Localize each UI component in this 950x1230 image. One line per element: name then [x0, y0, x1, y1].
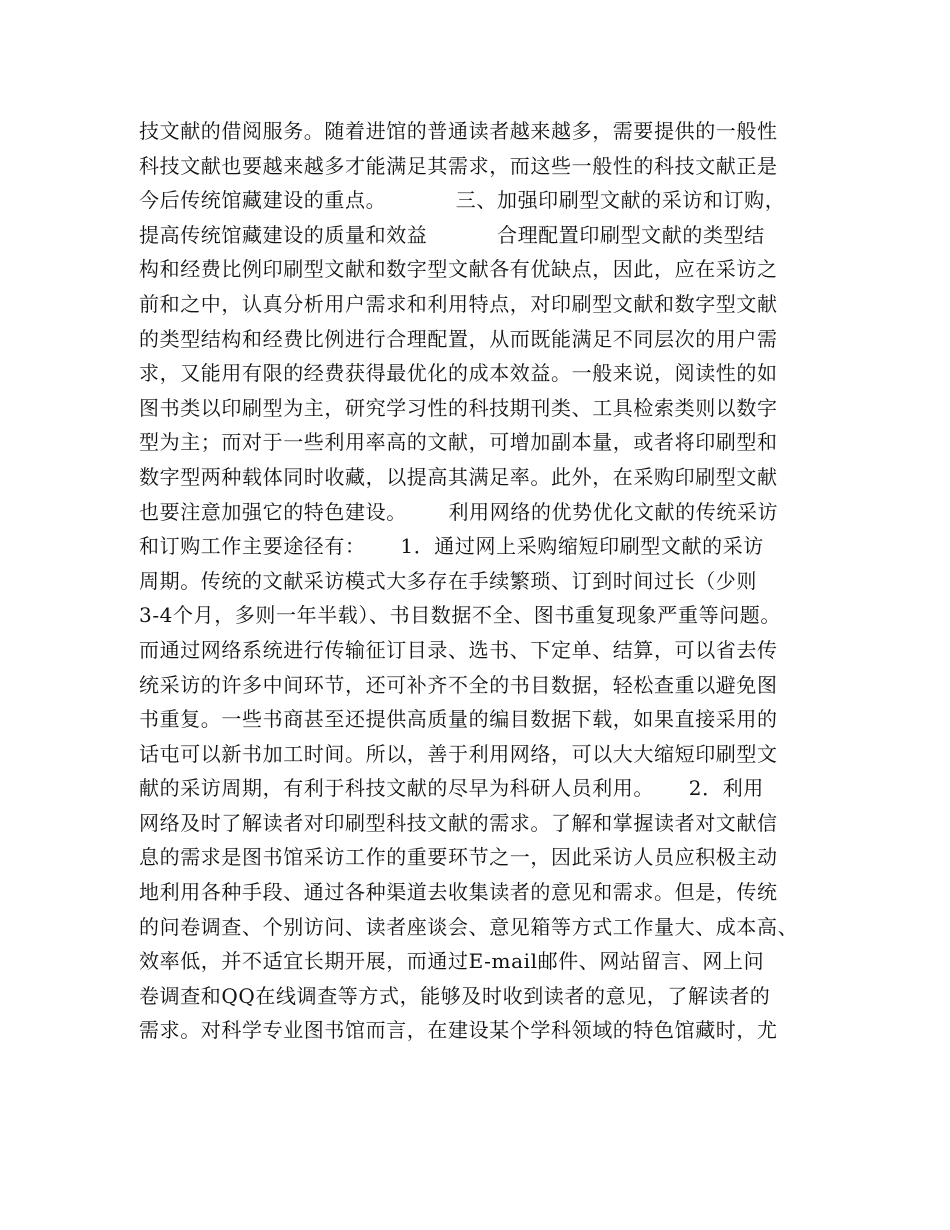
text-line: 科技文献也要越来越多才能满足其需求，而这些一般性的科技文献正是 — [139, 153, 778, 178]
text-line: 需求。对科学专业图书馆而言，在建设某个学科领域的特色馆藏时，尤 — [139, 1018, 778, 1043]
text-line: 构和经费比例印刷型文献和数字型文献各有优缺点，因此，应在采访之 — [139, 257, 778, 282]
text-line: 的问卷调查、个别访问、读者座谈会、意见箱等方式工作量大、成本高、 — [139, 914, 799, 939]
text-line: 也要注意加强它的特色建设。 利用网络的优势优化文献的传统采访 — [139, 499, 779, 524]
text-line: 图书类以印刷型为主，研究学习性的科技期刊类、工具检索类则以数字 — [139, 395, 778, 420]
text-line: 书重复。一些书商甚至还提供高质量的编目数据下载，如果直接采用的 — [139, 707, 778, 732]
text-line: 提高传统馆藏建设的质量和效益 合理配置印刷型文献的类型结 — [139, 222, 765, 247]
text-line: 效率低，并不适宜长期开展，而通过E-mail邮件、网站留言、网上问 — [139, 949, 765, 974]
text-line: 今后传统馆藏建设的重点。 三、加强印刷型文献的采访和订购， — [139, 188, 786, 213]
text-line: 和订购工作主要途径有： 1．通过网上采购缩短印刷型文献的采访 — [139, 534, 764, 559]
text-line: 数字型两种载体同时收藏，以提高其满足率。此外，在采购印刷型文献 — [139, 464, 778, 489]
body-text — [139, 114, 819, 1048]
text-line: 求，又能用有限的经费获得最优化的成本效益。一般来说，阅读性的如 — [139, 361, 778, 386]
text-line: 网络及时了解读者对印刷型科技文献的需求。了解和掌握读者对文献信 — [139, 810, 778, 835]
text-line: 周期。传统的文献采访模式大多存在手续繁琐、订到时间过长（少则 — [139, 568, 757, 593]
text-line: 前和之中，认真分析用户需求和利用特点，对印刷型文献和数字型文献 — [139, 291, 778, 316]
text-line: 的类型结构和经费比例进行合理配置，从而既能满足不同层次的用户需 — [139, 326, 778, 351]
text-line: 3-4个月，多则一年半载）、书目数据不全、图书重复现象严重等问题。 — [139, 603, 782, 628]
text-line: 话屯可以新书加工时间。所以，善于利用网络，可以大大缩短印刷型文 — [139, 741, 778, 766]
text-line: 卷调查和QQ在线调查等方式，能够及时收到读者的意见，了解读者的 — [139, 983, 771, 1008]
text-line: 型为主；而对于一些利用率高的文献，可增加副本量，或者将印刷型和 — [139, 430, 778, 455]
text-line: 息的需求是图书馆采访工作的重要环节之一，因此采访人员应积极主动 — [139, 845, 778, 870]
text-line: 而通过网络系统进行传输征订目录、选书、下定单、结算，可以省去传 — [139, 637, 778, 662]
text-line: 技文献的借阅服务。随着进馆的普通读者越来越多，需要提供的一般性 — [139, 119, 778, 143]
text-line: 统采访的许多中间环节，还可补齐不全的书目数据，轻松查重以避免图 — [139, 672, 778, 697]
text-line: 献的采访周期，有利于科技文献的尽早为科研人员利用。 2．利用 — [139, 776, 764, 801]
text-line: 地利用各种手段、通过各种渠道去收集读者的意见和需求。但是，传统 — [139, 880, 778, 905]
